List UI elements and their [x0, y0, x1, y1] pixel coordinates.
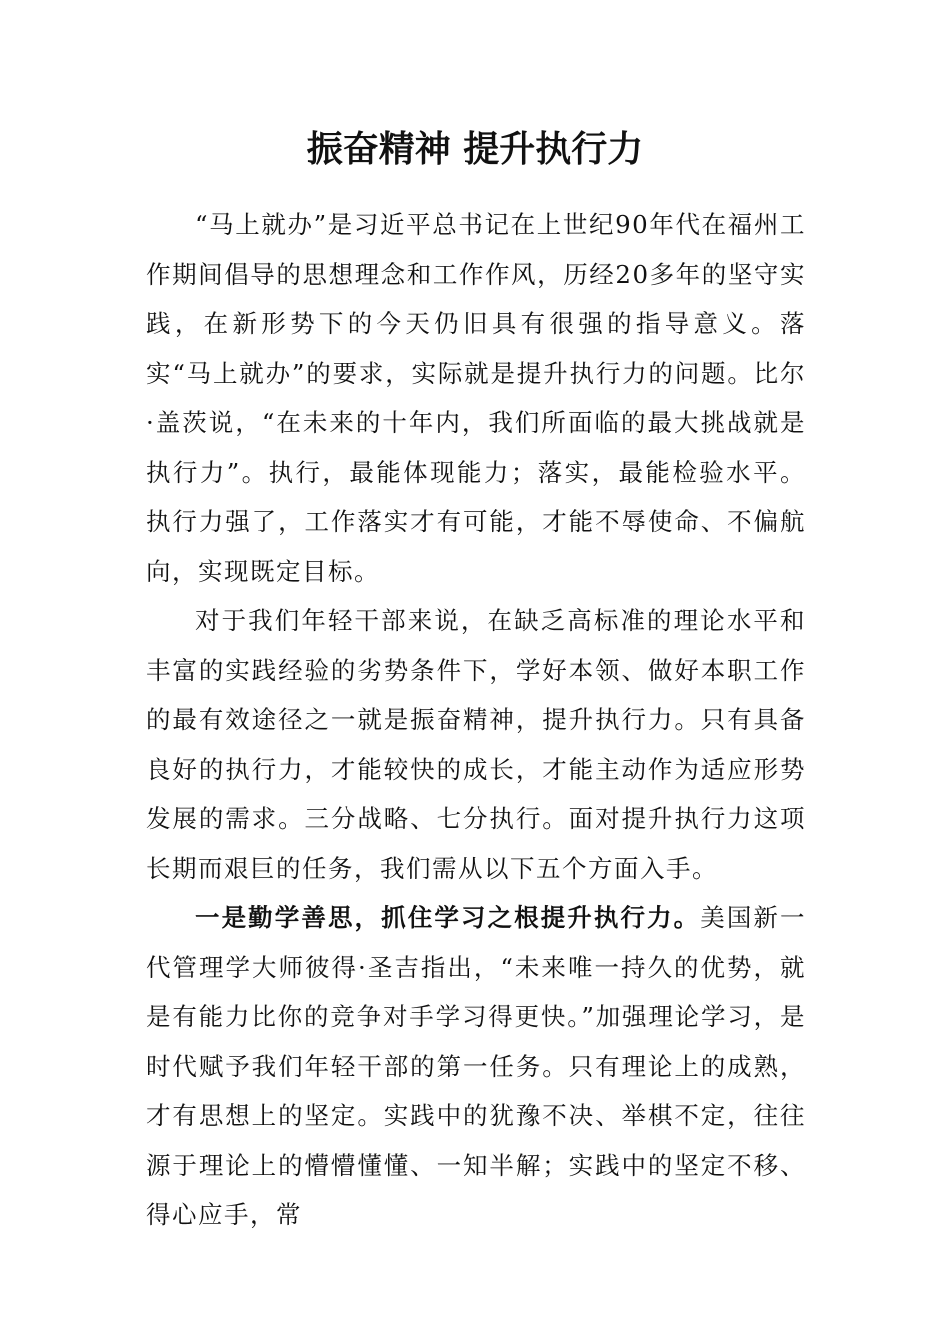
document-body: [146, 200, 806, 1240]
paragraph-1: [146, 200, 806, 596]
document-title: 振奋精神 提升执行力: [306, 128, 644, 170]
paragraph-2: [146, 596, 806, 893]
paragraph-text: 美国新一代管理学大师彼得·圣吉指出，“未来唯一持久的优势，就是有能力比你的竞争对手学习得更快。”加强理论学习，是时代赋予我们年轻干部的第一任务。只有理论上的成熟，才有思想上的坚定。实践中的犹豫不决、举棋不定，往往源于理论上的懵懵懂懂、一知半解；实践中的坚定不移、得心应手，常: [146, 903, 807, 1229]
paragraph-text: 对于我们年轻干部来说，在缺乏高标准的理论水平和丰富的实践经验的劣势条件下，学好本领、做好本职工作的最有效途径之一就是振奋精神，提升执行力。只有具备良好的执行力，才能较快的成长，才能主动作为适应形势发展的需求。三分战略、七分执行。面对提升执行力这项长期而艰巨的任务，我们需从以下五个方面入手。: [146, 606, 806, 883]
paragraph-text: “马上就办”是习近平总书记在上世纪90年代在福州工作期间倡导的思想理念和工作作风，历经20多年的坚守实践，在新形势下的今天仍旧具有很强的指导意义。落实“马上就办”的要求，实际就是提升执行力的问题。比尔·盖茨说，“在未来的十年内，我们所面临的最大挑战就是执行力”。执行，最能体现能力；落实，最能检验水平。执行力强了，工作落实才有可能，才能不辱使命、不偏航向，实现既定目标。: [146, 210, 806, 586]
paragraph-lead-heading: 一是勤学善思，抓住学习之根提升执行力。: [195, 903, 701, 932]
paragraph-3: [146, 893, 806, 1240]
